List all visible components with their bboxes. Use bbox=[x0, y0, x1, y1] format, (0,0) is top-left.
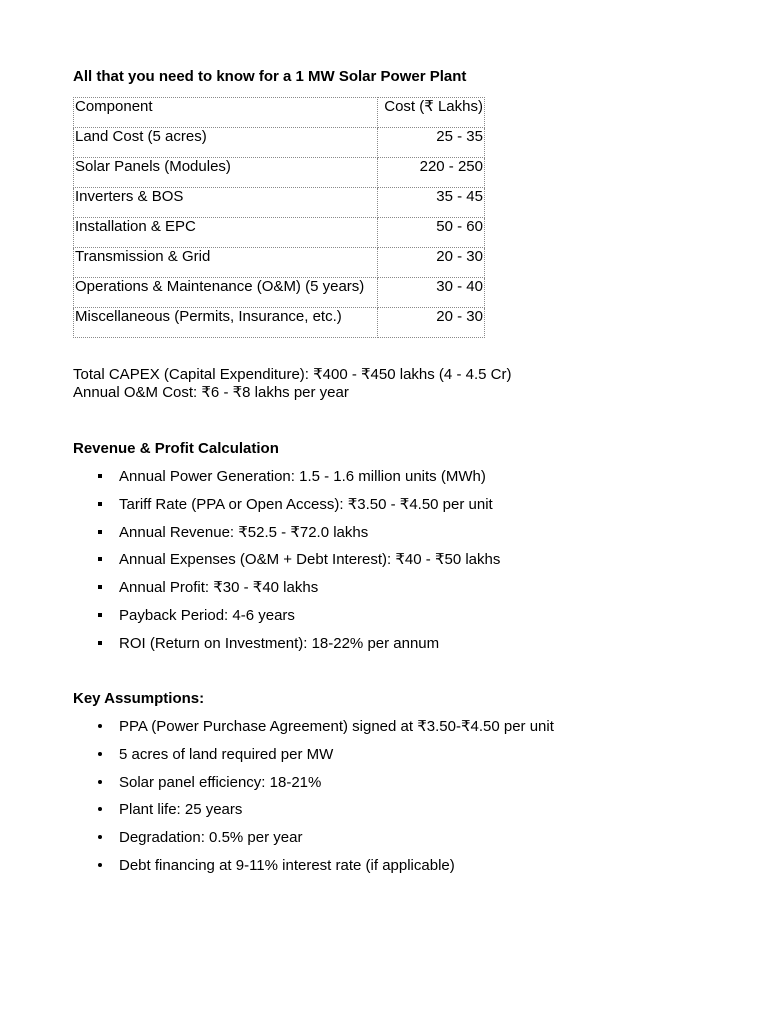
table-cell-component: Land Cost (5 acres) bbox=[74, 128, 378, 158]
table-cell-component: Transmission & Grid bbox=[74, 248, 378, 278]
square-bullet-icon bbox=[95, 607, 105, 625]
round-bullet-icon bbox=[95, 746, 105, 764]
round-bullet-icon bbox=[95, 801, 105, 819]
table-cell-component: Inverters & BOS bbox=[74, 188, 378, 218]
list-item-text: PPA (Power Purchase Agreement) signed at ₹3.50-₹4.50 per unit bbox=[119, 718, 554, 735]
revenue-heading: Revenue & Profit Calculation bbox=[73, 440, 279, 457]
table-cell-cost: 25 - 35 bbox=[378, 128, 485, 158]
round-bullet-icon bbox=[95, 774, 105, 792]
list-item bbox=[73, 801, 554, 829]
list-item-text: Annual Power Generation: 1.5 - 1.6 million units (MWh) bbox=[119, 468, 486, 485]
table-cell-component: Installation & EPC bbox=[74, 218, 378, 248]
list-item bbox=[73, 524, 500, 552]
list-item-text: Annual Profit: ₹30 - ₹40 lakhs bbox=[119, 579, 319, 597]
table-cell-cost: 30 - 40 bbox=[378, 278, 485, 308]
document-title: All that you need to know for a 1 MW Solar Power Plant bbox=[73, 68, 467, 85]
list-item-text: Tariff Rate (PPA or Open Access): ₹3.50 - ₹4.50 per unit bbox=[119, 495, 493, 513]
list-item bbox=[73, 635, 500, 663]
table-row bbox=[74, 308, 485, 338]
square-bullet-icon bbox=[95, 524, 105, 542]
cost-table bbox=[73, 97, 485, 338]
table-cell-cost: 20 - 30 bbox=[378, 248, 485, 278]
list-item-text: Solar panel efficiency: 18-21% bbox=[119, 773, 322, 791]
square-bullet-icon bbox=[95, 551, 105, 569]
table-cell-cost: 35 - 45 bbox=[378, 188, 485, 218]
list-item-text: 5 acres of land required per MW bbox=[119, 745, 334, 763]
table-cell-component: Solar Panels (Modules) bbox=[74, 158, 378, 188]
list-item bbox=[73, 829, 554, 857]
round-bullet-icon bbox=[95, 718, 105, 736]
table-cell-cost: 220 - 250 bbox=[378, 158, 485, 188]
list-item bbox=[73, 496, 500, 524]
table-row bbox=[74, 128, 485, 158]
list-item bbox=[73, 468, 500, 496]
table-cell-cost: 50 - 60 bbox=[378, 218, 485, 248]
table-header-component: Component bbox=[74, 98, 378, 128]
revenue-list bbox=[73, 468, 500, 663]
list-item bbox=[73, 774, 554, 802]
table-header-row bbox=[74, 98, 485, 128]
list-item-text: Plant life: 25 years bbox=[119, 801, 243, 819]
assumptions-list bbox=[73, 718, 554, 885]
round-bullet-icon bbox=[95, 829, 105, 847]
table-row bbox=[74, 158, 485, 188]
table-header-cost: Cost (₹ Lakhs) bbox=[378, 98, 485, 128]
list-item bbox=[73, 718, 554, 746]
total-capex-line: Total CAPEX (Capital Expenditure): ₹400 - ₹450 lakhs (4 - 4.5 Cr) bbox=[73, 366, 512, 383]
square-bullet-icon bbox=[95, 579, 105, 597]
list-item bbox=[73, 607, 500, 635]
list-item bbox=[73, 551, 500, 579]
list-item bbox=[73, 746, 554, 774]
list-item-text: Annual Revenue: ₹52.5 - ₹72.0 lakhs bbox=[119, 523, 369, 541]
list-item bbox=[73, 579, 500, 607]
list-item-text: Annual Expenses (O&M + Debt Interest): ₹40 - ₹50 lakhs bbox=[119, 551, 501, 569]
assumptions-heading: Key Assumptions: bbox=[73, 690, 205, 707]
square-bullet-icon bbox=[95, 635, 105, 653]
table-row bbox=[74, 188, 485, 218]
table-cell-cost: 20 - 30 bbox=[378, 308, 485, 338]
annual-om-line: Annual O&M Cost: ₹6 - ₹8 lakhs per year bbox=[73, 384, 349, 401]
square-bullet-icon bbox=[95, 468, 105, 486]
round-bullet-icon bbox=[95, 857, 105, 875]
square-bullet-icon bbox=[95, 496, 105, 514]
cost-summary bbox=[73, 366, 511, 402]
list-item-text: ROI (Return on Investment): 18-22% per annum bbox=[119, 634, 440, 652]
list-item-text: Degradation: 0.5% per year bbox=[119, 829, 303, 847]
list-item-text: Payback Period: 4-6 years bbox=[119, 606, 295, 624]
table-row bbox=[74, 218, 485, 248]
list-item-text: Debt financing at 9-11% interest rate (if applicable) bbox=[119, 856, 455, 874]
table-cell-component: Operations & Maintenance (O&M) (5 years) bbox=[74, 278, 378, 308]
table-cell-component: Miscellaneous (Permits, Insurance, etc.) bbox=[74, 308, 378, 338]
table-row bbox=[74, 278, 485, 308]
list-item bbox=[73, 857, 554, 885]
table-row bbox=[74, 248, 485, 278]
